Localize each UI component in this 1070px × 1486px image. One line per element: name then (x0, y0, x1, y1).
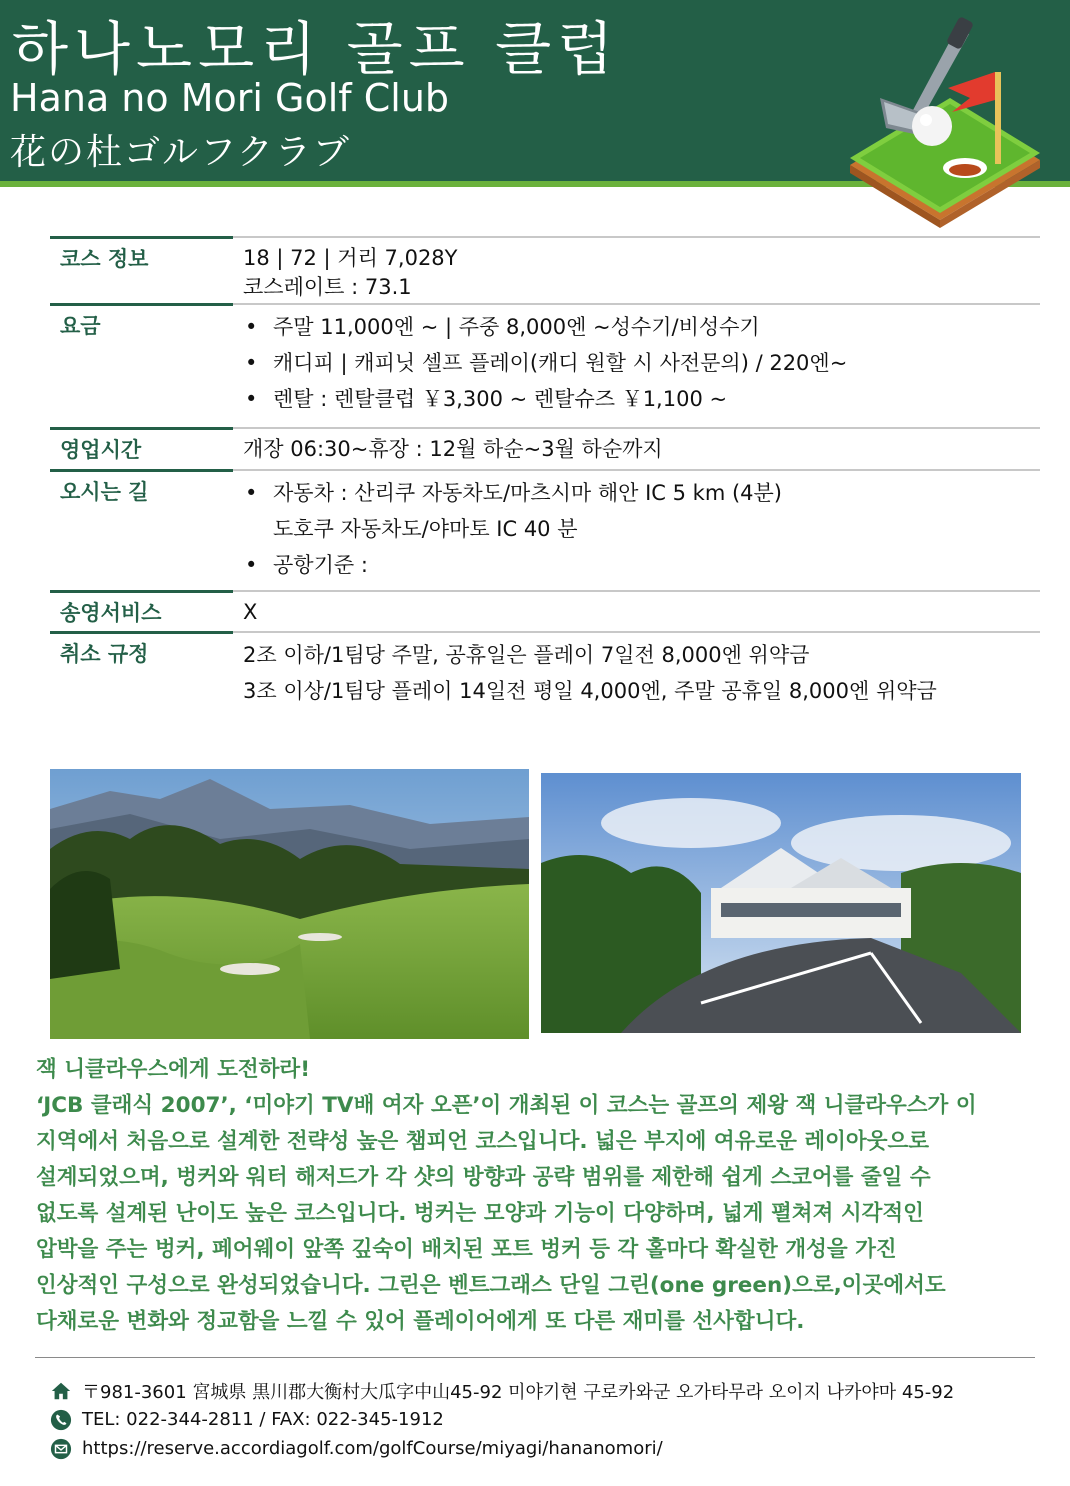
access-car-alt: 도호쿠 자동차도/야마토 IC 40 분 (273, 517, 578, 541)
course-stats: 18 | 72 | 거리 7,028Y (243, 246, 458, 270)
info-row-hours (50, 427, 1040, 469)
fee-item: • 주말 11,000엔 ~ | 주중 8,000엔 ~성수기/비성수기 (263, 309, 1040, 345)
mail-icon (50, 1438, 72, 1460)
course-info-table (50, 236, 1040, 711)
cancel-rule: 3조 이상/1팀당 플레이 14일전 평일 4,000엔, 주말 공휴일 8,000엔 위약금 (243, 679, 937, 703)
info-row-access (50, 469, 1040, 590)
home-icon (50, 1380, 72, 1402)
course-rating: 코스레이트 : 73.1 (243, 275, 412, 299)
description-line: ‘JCB 클래식 2007’, ‘미야기 TV배 여자 오픈’이 개최된 이 코스는 골프의 제왕 잭 니클라우스가 이 (36, 1093, 977, 1118)
clubhouse-photo (541, 773, 1021, 1033)
info-value-access (233, 469, 1040, 590)
course-fairway-photo (50, 769, 529, 1039)
footer-url-row (50, 1434, 1050, 1463)
description-line: 다채로운 변화와 정교함을 느낄 수 있어 플레이어에게 또 다른 재미를 선사합니다. (36, 1309, 805, 1334)
phone-icon (50, 1409, 72, 1431)
info-label-course: 코스 정보 (50, 236, 233, 303)
footer-address-row (50, 1376, 1050, 1405)
info-row-fee (50, 303, 1040, 427)
info-label-cancel: 취소 규정 (50, 631, 233, 711)
info-value-course (233, 236, 1040, 303)
info-value-hours: 개장 06:30~휴장 : 12월 하순~3월 하순까지 (233, 427, 1040, 469)
page-title-english: Hana no Mori Golf Club (10, 76, 450, 120)
footer-divider (35, 1357, 1035, 1358)
description-line: 압박을 주는 벙커, 페어웨이 앞쪽 깊숙이 배치된 포트 벙커 등 각 홀마다 확실한 개성을 가진 (36, 1237, 897, 1262)
access-airport: • 공항기준 : (263, 547, 1040, 583)
info-label-access: 오시는 길 (50, 469, 233, 590)
description-line: 지역에서 처음으로 설계한 전략성 높은 챔피언 코스입니다. 넓은 부지에 여유로운 레이아웃으로 (36, 1129, 930, 1154)
fee-item: • 캐디피 | 캐피닛 셀프 플레이(캐디 원할 시 사전문의) / 220엔~ (263, 345, 1040, 381)
course-description (36, 1052, 1046, 1340)
info-value-cancel (233, 631, 1040, 711)
info-row-shuttle (50, 590, 1040, 631)
info-row-course (50, 236, 1040, 303)
access-car: • 자동차 : 산리쿠 자동차도/마츠시마 해안 IC 5 km (4분) (263, 475, 1040, 511)
info-value-fee (233, 303, 1040, 427)
golf-course-icon (840, 10, 1050, 230)
footer-website-link[interactable]: https://reserve.accordiagolf.com/golfCourse/miyagi/hananomori/ (82, 1438, 663, 1459)
info-row-cancel (50, 631, 1040, 711)
footer-phone: TEL: 022-344-2811 / FAX: 022-345-1912 (82, 1409, 444, 1430)
page-title-japanese: 花の杜ゴルフクラブ (10, 132, 351, 173)
footer-contact (50, 1376, 1050, 1463)
info-label-fee: 요금 (50, 303, 233, 427)
info-label-hours: 영업시간 (50, 427, 233, 469)
footer-phone-row (50, 1405, 1050, 1434)
page-title-korean: 하나노모리 골프 클럽 (12, 15, 620, 83)
fee-item: • 렌탈 : 렌탈클럽 ￥3,300 ~ 렌탈슈즈 ￥1,100 ~ (263, 381, 1040, 417)
info-value-shuttle: X (233, 590, 1040, 631)
description-headline: 잭 니클라우스에게 도전하라! (36, 1057, 311, 1082)
info-label-shuttle: 송영서비스 (50, 590, 233, 631)
description-line: 인상적인 구성으로 완성되었습니다. 그린은 벤트그래스 단일 그린(one green)으로,이곳에서도 (36, 1273, 946, 1298)
cancel-rule: 2조 이하/1팀당 주말, 공휴일은 플레이 7일전 8,000엔 위약금 (243, 643, 810, 667)
description-line: 설계되었으며, 벙커와 워터 해저드가 각 샷의 방향과 공략 범위를 제한해 쉽게 스코어를 줄일 수 (36, 1165, 931, 1190)
description-line: 없도록 설계된 난이도 높은 코스입니다. 벙커는 모양과 기능이 다양하며, 넓게 펼쳐져 시각적인 (36, 1201, 924, 1226)
footer-address: 〒981-3601 宮城県 黒川郡大衡村大瓜字中山45-92 미야기현 구로카와군 오가타무라 오이지 나카야마 45-92 (82, 1381, 955, 1403)
